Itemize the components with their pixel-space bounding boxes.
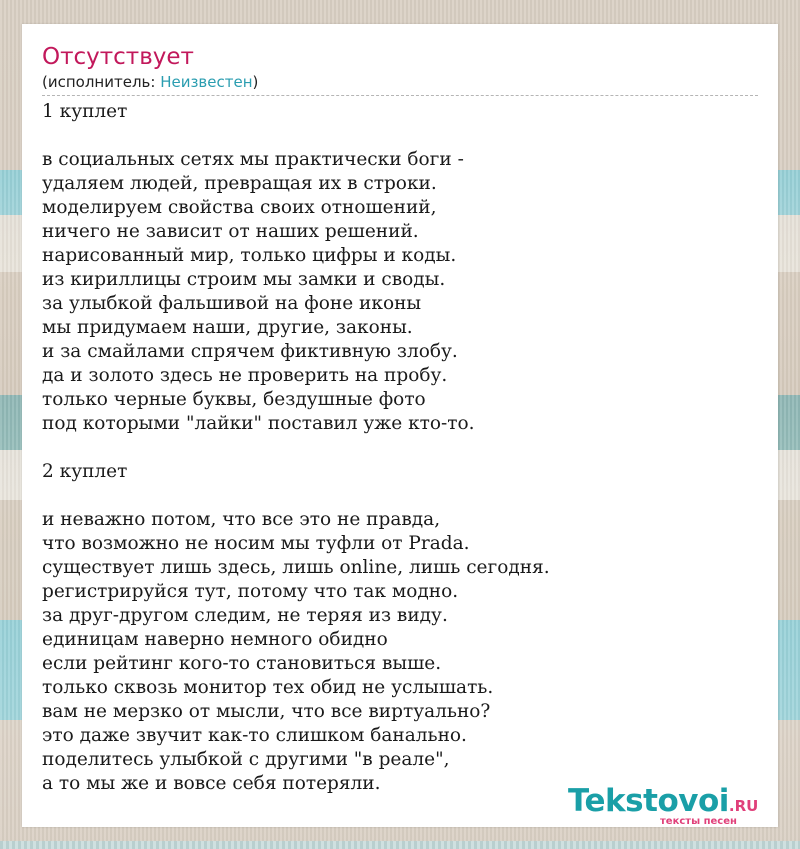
- lyrics-text: [42, 100, 758, 796]
- background-bottom-stripe: [0, 841, 800, 849]
- logo-tagline: тексты песен: [660, 816, 737, 827]
- logo-name: Tekstovoi: [568, 783, 729, 819]
- lyric-line: вам не мерзко от мысли, что все виртуально?: [42, 701, 491, 722]
- lyric-line: мы придумаем наши, другие, законы.: [42, 317, 413, 338]
- song-title: Отсутствует: [42, 44, 194, 70]
- lyric-line: [42, 484, 758, 508]
- lyric-line: это даже звучит как-то слишком банально.: [42, 725, 467, 746]
- lyric-line: удаляем людей, превращая их в строки.: [42, 173, 437, 194]
- artist-line: [42, 72, 758, 92]
- lyric-line: и неважно потом, что все это не правда,: [42, 509, 441, 530]
- lyric-line: единицам наверно немного обидно: [42, 629, 388, 650]
- lyric-line: поделитесь улыбкой с другими "в реале",: [42, 749, 450, 770]
- lyric-line: только черные буквы, бездушные фото: [42, 389, 426, 410]
- artist-prefix: (исполнитель:: [42, 73, 161, 91]
- lyric-line: только сквозь монитор тех обид не услышать.: [42, 677, 494, 698]
- lyric-line: за улыбкой фальшивой на фоне иконы: [42, 293, 422, 314]
- lyric-line: в социальных сетях мы практически боги -: [42, 149, 464, 170]
- lyric-line: что возможно не носим мы туфли от Prada.: [42, 533, 470, 554]
- lyric-line: да и золото здесь не проверить на пробу.: [42, 365, 448, 386]
- lyric-line: существует лишь здесь, лишь online, лишь сегодня.: [42, 557, 550, 578]
- lyric-line: и за смайлами спрячем фиктивную злобу.: [42, 341, 458, 362]
- lyric-line: за друг-другом следим, не теряя из виду.: [42, 605, 448, 626]
- lyric-line: [42, 436, 758, 460]
- logo-tld: .RU: [728, 797, 759, 815]
- lyric-line: [42, 124, 758, 148]
- artist-suffix: ): [252, 73, 259, 91]
- lyric-line: моделируем свойства своих отношений,: [42, 197, 437, 218]
- lyric-line: под которыми "лайки" поставил уже кто-то.: [42, 413, 475, 434]
- song-header: [42, 42, 758, 96]
- lyric-line: 2 куплет: [42, 461, 128, 482]
- lyric-line: если рейтинг кого-то становиться выше.: [42, 653, 442, 674]
- lyric-line: из кириллицы строим мы замки и своды.: [42, 269, 446, 290]
- lyric-line: а то мы же и вовсе себя потеряли.: [42, 773, 381, 794]
- lyric-line: ничего не зависит от наших решений.: [42, 221, 419, 242]
- lyric-line: 1 куплет: [42, 101, 128, 122]
- artist-link[interactable]: Неизвестен: [160, 73, 253, 91]
- site-logo[interactable]: [568, 784, 778, 826]
- lyric-line: нарисованный мир, только цифры и коды.: [42, 245, 457, 266]
- lyrics-card: [22, 24, 778, 827]
- lyric-line: регистрируйся тут, потому что так модно.: [42, 581, 459, 602]
